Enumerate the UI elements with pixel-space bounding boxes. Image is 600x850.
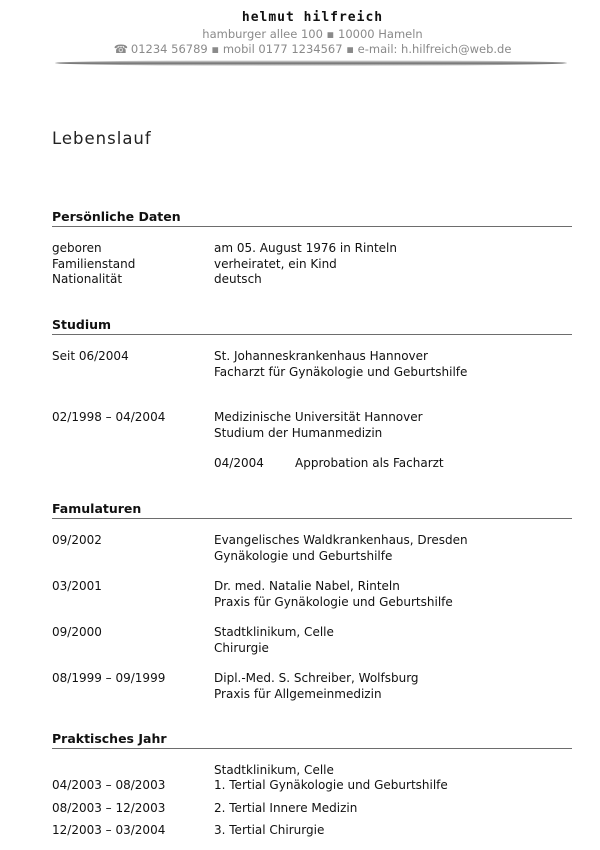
personal-value: am 05. August 1976 in Rinteln <box>214 241 397 255</box>
section-heading-personal: Persönliche Daten <box>52 209 572 227</box>
studium-line: St. Johanneskrankenhaus Hannover <box>214 349 428 363</box>
famulatur-line: Evangelisches Waldkrankenhaus, Dresden <box>214 533 468 547</box>
phone-icon: ☎ <box>113 42 128 56</box>
famulatur-date: 08/1999 – 09/1999 <box>52 671 166 685</box>
pj-date: 08/2003 – 12/2003 <box>52 801 166 815</box>
personal-label: Familienstand <box>52 257 136 271</box>
studium-sub-date: 04/2004 <box>214 456 264 470</box>
pj-text: 1. Tertial Gynäkologie und Geburtshilfe <box>214 778 448 792</box>
studium-line: Facharzt für Gynäkologie und Geburtshilfe <box>214 365 468 379</box>
famulatur-line: Praxis für Allgemeinmedizin <box>214 687 382 701</box>
section-heading-pj: Praktisches Jahr <box>52 731 572 749</box>
studium-sub-text: Approbation als Facharzt <box>295 456 444 470</box>
famulatur-line: Dr. med. Natalie Nabel, Rinteln <box>214 579 400 593</box>
document-title: Lebenslauf <box>52 129 152 148</box>
famulatur-date: 09/2002 <box>52 533 102 547</box>
famulatur-line: Dipl.-Med. S. Schreiber, Wolfsburg <box>214 671 419 685</box>
header-contact-text: 01234 56789 ▪ mobil 0177 1234567 ▪ e-mail: h.hilfreich@web.de <box>130 42 512 56</box>
pj-text: 3. Tertial Chirurgie <box>214 823 325 837</box>
header-address: hamburger allee 100 ▪ 10000 Hameln <box>202 27 423 41</box>
personal-value: deutsch <box>214 272 262 286</box>
section-heading-studium: Studium <box>52 317 572 335</box>
famulatur-line: Praxis für Gynäkologie und Geburtshilfe <box>214 595 453 609</box>
pj-date: 04/2003 – 08/2003 <box>52 778 166 792</box>
famulatur-date: 09/2000 <box>52 625 102 639</box>
famulatur-date: 03/2001 <box>52 579 102 593</box>
pj-date: 12/2003 – 03/2004 <box>52 823 166 837</box>
section-heading-famulaturen: Famulaturen <box>52 501 572 519</box>
studium-line: Studium der Humanmedizin <box>214 426 383 440</box>
famulatur-line: Gynäkologie und Geburtshilfe <box>214 549 393 563</box>
personal-label: geboren <box>52 241 102 255</box>
studium-date: Seit 06/2004 <box>52 349 129 363</box>
header-rule <box>55 60 567 66</box>
pj-text: 2. Tertial Innere Medizin <box>214 801 358 815</box>
studium-date: 02/1998 – 04/2004 <box>52 410 166 424</box>
studium-line: Medizinische Universität Hannover <box>214 410 423 424</box>
header-contact <box>0 42 600 56</box>
pj-place: Stadtklinikum, Celle <box>214 763 334 777</box>
header-name: helmut hilfreich <box>241 10 384 25</box>
personal-label: Nationalität <box>52 272 123 286</box>
personal-value: verheiratet, ein Kind <box>214 257 337 271</box>
famulatur-line: Chirurgie <box>214 641 269 655</box>
famulatur-line: Stadtklinikum, Celle <box>214 625 334 639</box>
